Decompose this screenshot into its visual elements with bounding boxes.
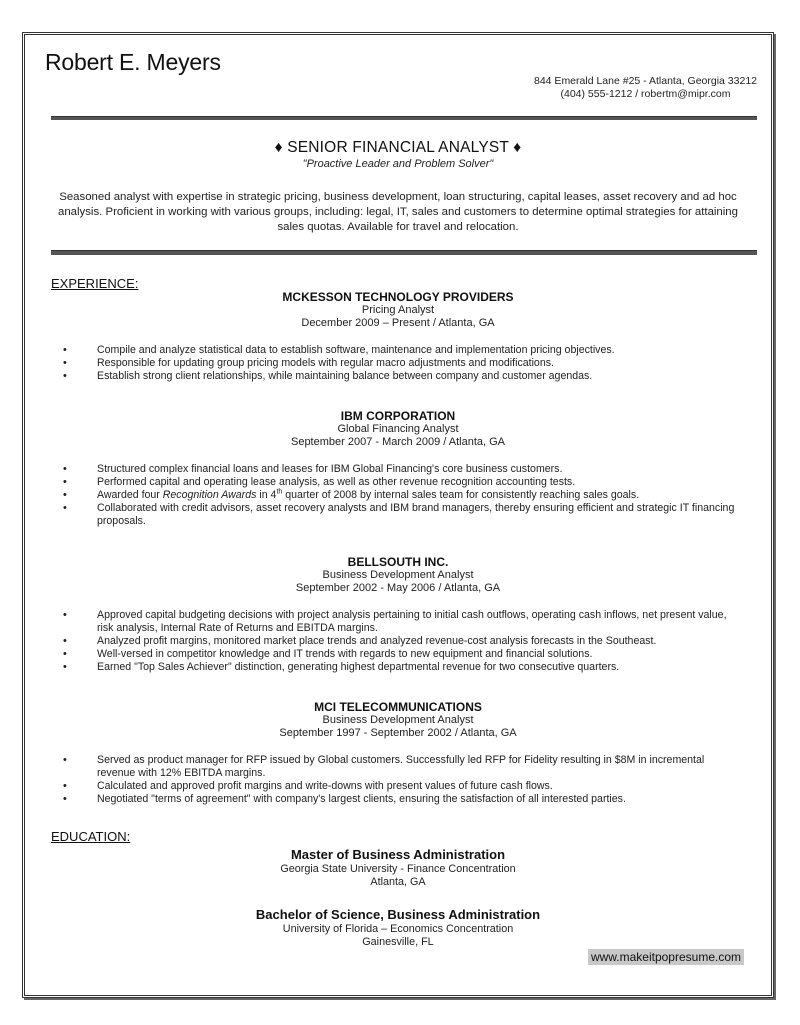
bullet-item: • Approved capital budgeting decisions with project analysis pertaining to initial cash outflows, operating cash inflows, net present value, risk analysis, Internal Rate of Returns and EBITDA margins. (97, 609, 757, 635)
job-role: Global Financing Analyst (337, 423, 459, 435)
company-name: BELLSOUTH INC. (347, 555, 449, 569)
contact-block (534, 75, 757, 101)
bullet-item: • Well-versed in competitor knowledge and IT trends with regards to new equipment and financial solutions. (97, 648, 757, 661)
job-dates: September 2007 - March 2009 / Atlanta, GA (290, 436, 505, 448)
bullet-item: • Collaborated with credit advisors, asset recovery analysts and IBM brand managers, thereby ensuring efficient and strategic IT financing proposals. (97, 502, 757, 528)
bullet-item: • Calculated and approved profit margins and write-downs with present values of future cash flows. (97, 780, 757, 793)
candidate-name: Robert E. Meyers (45, 49, 221, 75)
job-entry-mci (39, 700, 757, 806)
bullet-text: in 4 (256, 489, 277, 501)
job-dates: September 1997 - September 2002 / Atlanta, GA (279, 727, 517, 739)
resume-page (22, 32, 774, 998)
job-entry-ibm (39, 409, 757, 528)
school-location: Atlanta, GA (370, 876, 426, 888)
education-heading (51, 829, 130, 844)
bullet-item: • Served as product manager for RFP issued by Global customers. Successfully led RFP for Fidelity resulting in $8M in incremental revenue with 12% EBITDA margins. (97, 754, 757, 780)
phone-email: (404) 555-1212 / robertm@mipr.com (560, 88, 731, 100)
experience-heading (51, 276, 138, 291)
website-watermark: www.makeitpopresume.com (588, 949, 744, 965)
profile-tagline: "Proactive Leader and Problem Solver" (302, 158, 494, 170)
profile-title: ♦ SENIOR FINANCIAL ANALYST ♦ (274, 139, 522, 156)
bullet-text: quarter of 2008 by internal sales team for consistently reaching sales goals. (282, 489, 640, 501)
job-dates: September 2002 - May 2006 / Atlanta, GA (295, 582, 501, 594)
school-location: Gainesville, FL (362, 936, 434, 948)
job-entry-bellsouth (39, 555, 757, 674)
bullet-item: • Compile and analyze statistical data to establish software, maintenance and implementation pricing objectives. (97, 344, 757, 357)
job-dates: December 2009 – Present / Atlanta, GA (301, 317, 495, 329)
award-name: Recognition Awards (162, 489, 257, 501)
job-bullets (39, 344, 757, 383)
school-name: University of Florida – Economics Concentration (282, 923, 514, 935)
degree-entry-bs (39, 907, 757, 949)
address: 844 Emerald Lane #25 - Atlanta, Georgia 33212 (534, 75, 757, 87)
bullet-item: • Performed capital and operating lease analysis, as well as other revenue recognition accounting tests. (97, 476, 757, 489)
summary-divider (51, 250, 757, 255)
school-name: Georgia State University - Finance Concentration (280, 863, 516, 875)
degree-entry-mba (39, 847, 757, 889)
degree-name: Master of Business Administration (290, 847, 506, 862)
bullet-item: • Responsible for updating group pricing models with regular macro adjustments and modifications. (97, 357, 757, 370)
experience-heading-text: EXPERIENCE (51, 276, 135, 291)
heading-colon: : (134, 276, 139, 291)
company-name: MCKESSON TECHNOLOGY PROVIDERS (282, 290, 514, 304)
bullet-text: Awarded four (97, 489, 163, 501)
job-role: Business Development Analyst (322, 569, 474, 581)
job-bullets (39, 754, 757, 806)
job-role: Business Development Analyst (322, 714, 474, 726)
ordinal-suffix: th (276, 488, 283, 496)
profile-summary: Seasoned analyst with expertise in strategic pricing, business development, loan structuring, capital leases, asset recovery and ad hoc analysis. Proficient in working with various groups, including: legal, IT, sales and customers to determine optimal strategies for attaining sales quotas. Available for travel and relocation. (58, 191, 738, 233)
job-role: Pricing Analyst (361, 304, 435, 316)
company-name: IBM CORPORATION (340, 409, 456, 423)
job-entry-mckesson (39, 290, 757, 383)
header-divider (51, 116, 757, 120)
bullet-item: • Structured complex financial loans and leases for IBM Global Financing's core business customers. (97, 463, 757, 476)
bullet-item: • Negotiated "terms of agreement" with company's largest clients, ensuring the satisfaction of all interested parties. (97, 793, 757, 806)
bullet-item: • Earned "Top Sales Achiever" distinction, generating highest departmental revenue for two consecutive quarters. (97, 661, 757, 674)
bullet-item (97, 489, 757, 502)
company-name: MCI TELECOMMUNICATIONS (314, 700, 482, 714)
bullet-item: • Establish strong client relationships, while maintaining balance between company and customer agendas. (97, 370, 757, 383)
bullet-item: • Analyzed profit margins, monitored market place trends and analyzed revenue-cost analysis forecasts in the Southeast. (97, 635, 757, 648)
education-heading-text: EDUCATION (51, 829, 127, 844)
job-bullets (39, 463, 757, 528)
heading-colon: : (126, 829, 131, 844)
degree-name: Bachelor of Science, Business Administration (255, 907, 541, 922)
job-bullets (39, 609, 757, 674)
